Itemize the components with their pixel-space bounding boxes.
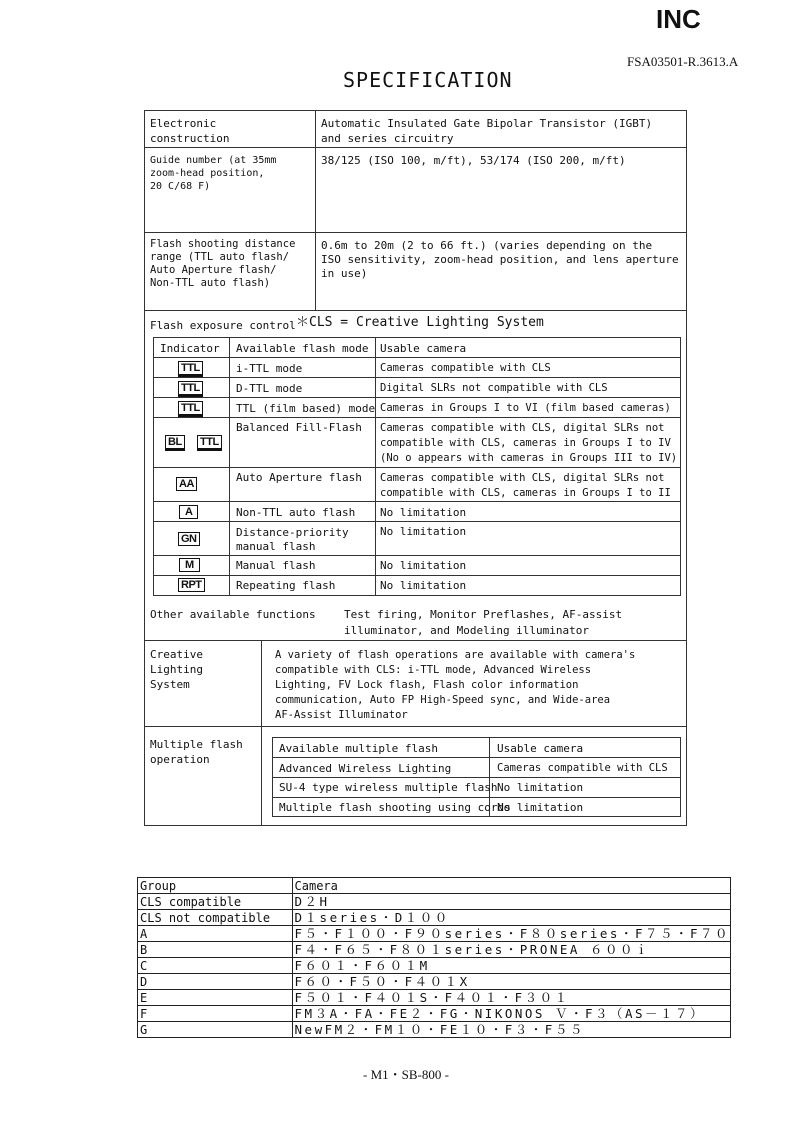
distance-label-4: Non-TTL auto flash) xyxy=(150,277,271,289)
camera-balanced-1: Cameras compatible with CLS, digital SLRs not xyxy=(380,422,665,434)
rule xyxy=(144,726,687,727)
other-functions-value-1: Test firing, Monitor Preflashes, AF-assist xyxy=(344,608,623,621)
mode-balanced-fill: Balanced Fill-Flash xyxy=(236,421,362,434)
camera-ttl-film: Cameras in Groups I to VI (film based cameras) xyxy=(380,402,671,414)
camera-manual: No limitation xyxy=(380,559,467,572)
rule xyxy=(272,777,681,778)
multi-label-1: Multiple flash xyxy=(150,738,243,751)
m-indicator-icon: M xyxy=(179,558,200,572)
electronic-value-2: and series circuitry xyxy=(321,132,454,145)
cls-note: ＊CLS = Creative Lighting System xyxy=(296,315,544,330)
mode-non-ttl-auto: Non-TTL auto flash xyxy=(236,506,356,519)
table-row xyxy=(138,1022,731,1038)
camera-balanced-2: compatible with CLS, cameras in Groups I to IV xyxy=(380,437,671,449)
camera-i-ttl: Cameras compatible with CLS xyxy=(380,362,551,374)
mode-manual: Manual flash xyxy=(236,559,316,572)
rule xyxy=(144,640,687,641)
ttl-indicator-icon: TTL xyxy=(178,381,203,397)
cls-value-5: AF-Assist Illuminator xyxy=(275,709,408,721)
table-row xyxy=(138,910,731,926)
cls-value-4: communication, Auto FP High-Speed sync, and Wide-area xyxy=(275,694,611,706)
aa-indicator-icon: AA xyxy=(176,477,197,491)
camera-group-table xyxy=(137,877,731,1038)
group-name: D xyxy=(138,974,293,990)
camera-d-ttl: Digital SLRs not compatible with CLS xyxy=(380,382,608,394)
camera-header: Camera xyxy=(292,878,730,894)
camera-aa-1: Cameras compatible with CLS, digital SLRs not xyxy=(380,472,665,484)
rule xyxy=(153,521,681,522)
mode-distance-priority-2: manual flash xyxy=(236,540,316,553)
table-row xyxy=(138,878,731,894)
group-name: F xyxy=(138,1006,293,1022)
group-name: G xyxy=(138,1022,293,1038)
cls-value-3: Lighting, FV Lock flash, Flash color information xyxy=(275,679,579,691)
mode-header-indicator: Indicator xyxy=(160,342,220,355)
mode-repeating: Repeating flash xyxy=(236,579,336,592)
multi-row-1-flash: Advanced Wireless Lighting xyxy=(279,762,452,775)
camera-aa-2: compatible with CLS, cameras in Groups I to II xyxy=(380,487,671,499)
bl-indicator-icon: BL xyxy=(165,435,185,451)
rule xyxy=(153,575,681,576)
group-name: A xyxy=(138,926,293,942)
mode-header-camera: Usable camera xyxy=(380,342,467,355)
rule xyxy=(272,797,681,798)
group-name: C xyxy=(138,958,293,974)
cls-label-1: Creative xyxy=(150,648,203,661)
group-cameras: NewFM２・FM１０・FE１０・F３・F５５ xyxy=(292,1022,730,1038)
group-cameras: F４・F６５・F８０１series・PRONEA ６００ｉ xyxy=(292,942,730,958)
rule xyxy=(144,147,687,148)
rule xyxy=(261,640,262,826)
cls-value-1: A variety of flash operations are available with camera's xyxy=(275,649,636,661)
table-row xyxy=(138,1006,731,1022)
multi-header-camera: Usable camera xyxy=(497,742,584,755)
distance-value-3: in use) xyxy=(321,267,368,280)
guide-label-2: zoom-head position, xyxy=(150,168,265,179)
other-functions-value-2: illuminator, and Modeling illuminator xyxy=(344,624,590,637)
multi-header-flash: Available multiple flash xyxy=(279,742,438,755)
rule xyxy=(153,467,681,468)
cls-value-2: compatible with CLS: i-TTL mode, Advanced Wireless xyxy=(275,664,592,676)
exposure-label: Flash exposure control xyxy=(150,319,296,332)
mode-d-ttl: D-TTL mode xyxy=(236,382,303,395)
distance-value-1: 0.6m to 20m (2 to 66 ft.) (varies depending on the xyxy=(321,239,653,252)
group-cameras: F５・F１００・F９０series・F８０series・F７５・F７０ xyxy=(292,926,730,942)
ttl-indicator-icon: TTL xyxy=(197,435,222,451)
rule xyxy=(272,757,681,758)
distance-value-2: ISO sensitivity, zoom-head position, and lens aperture xyxy=(321,253,679,266)
electronic-label-2: construction xyxy=(150,132,230,145)
document-number: FSA03501-R.3613.A xyxy=(627,54,739,69)
rule xyxy=(153,501,681,502)
rule xyxy=(153,397,681,398)
rule xyxy=(153,555,681,556)
group-name: CLS not compatible xyxy=(138,910,293,926)
a-indicator-icon: A xyxy=(179,505,198,519)
electronic-value-1: Automatic Insulated Gate Bipolar Transistor (IGBT) xyxy=(321,117,653,130)
group-header: Group xyxy=(138,878,293,894)
camera-non-ttl: No limitation xyxy=(380,506,467,519)
rule xyxy=(153,417,681,418)
group-cameras: F６０・F５０・F４０１X xyxy=(292,974,730,990)
gn-indicator-icon: GN xyxy=(178,532,200,546)
table-row xyxy=(138,926,731,942)
distance-label-2: range (TTL auto flash/ xyxy=(150,251,290,263)
group-name: CLS compatible xyxy=(138,894,293,910)
mode-ttl-film: TTL (film based) mode xyxy=(236,402,376,415)
camera-repeating: No limitation xyxy=(380,579,467,592)
electronic-label-1: Electronic xyxy=(150,117,217,130)
other-functions-label: Other available functions xyxy=(150,608,316,621)
camera-gn: No limitation xyxy=(380,525,467,538)
multi-row-3-flash: Multiple flash shooting using cords xyxy=(279,801,511,814)
cls-label-2: Lighting xyxy=(150,663,203,676)
guide-label-1: Guide number (at 35mm xyxy=(150,155,277,166)
rule xyxy=(153,357,681,358)
cls-label-3: System xyxy=(150,678,190,691)
rule xyxy=(315,110,316,310)
group-cameras: FM３A・FA・FE２・FG・NIKONOS Ｖ・F３（AS－１７） xyxy=(292,1006,730,1022)
group-name: E xyxy=(138,990,293,1006)
company-name: INC xyxy=(656,4,701,34)
guide-value: 38/125 (ISO 100, m/ft), 53/174 (ISO 200, m/ft) xyxy=(321,154,626,167)
group-cameras: F５０１・F４０１S・F４０１・F３０１ xyxy=(292,990,730,1006)
ttl-indicator-icon: TTL xyxy=(178,361,203,377)
table-row xyxy=(138,958,731,974)
group-name: B xyxy=(138,942,293,958)
camera-balanced-3: (No o appears with cameras in Groups III to IV) xyxy=(380,452,678,464)
table-row xyxy=(138,974,731,990)
rule xyxy=(153,377,681,378)
mode-distance-priority-1: Distance-priority xyxy=(236,526,349,539)
mode-i-ttl: i-TTL mode xyxy=(236,362,303,375)
rule xyxy=(144,232,687,233)
ttl-indicator-icon: TTL xyxy=(178,401,203,417)
mode-header-mode: Available flash mode xyxy=(236,342,369,355)
multi-row-1-camera: Cameras compatible with CLS xyxy=(497,762,668,774)
page-footer: - M1・SB-800 - xyxy=(363,1067,449,1082)
table-row xyxy=(138,942,731,958)
table-row xyxy=(138,894,731,910)
guide-label-3: 20 C/68 F) xyxy=(150,181,211,192)
group-cameras: D１series・D１００ xyxy=(292,910,730,926)
multi-row-2-flash: SU-4 type wireless multiple flash xyxy=(279,781,498,794)
multi-label-2: operation xyxy=(150,753,210,766)
rpt-indicator-icon: RPT xyxy=(178,578,205,592)
multi-row-2-camera: No limitation xyxy=(497,781,584,794)
rule xyxy=(144,310,687,311)
mode-auto-aperture: Auto Aperture flash xyxy=(236,471,362,484)
page-title: SPECIFICATION xyxy=(343,68,513,92)
multi-row-3-camera: No limitation xyxy=(497,801,584,814)
table-row xyxy=(138,990,731,1006)
group-cameras: F６０１・F６０１M xyxy=(292,958,730,974)
distance-label-1: Flash shooting distance xyxy=(150,238,296,250)
group-cameras: D２H xyxy=(292,894,730,910)
distance-label-3: Auto Aperture flash/ xyxy=(150,264,277,276)
